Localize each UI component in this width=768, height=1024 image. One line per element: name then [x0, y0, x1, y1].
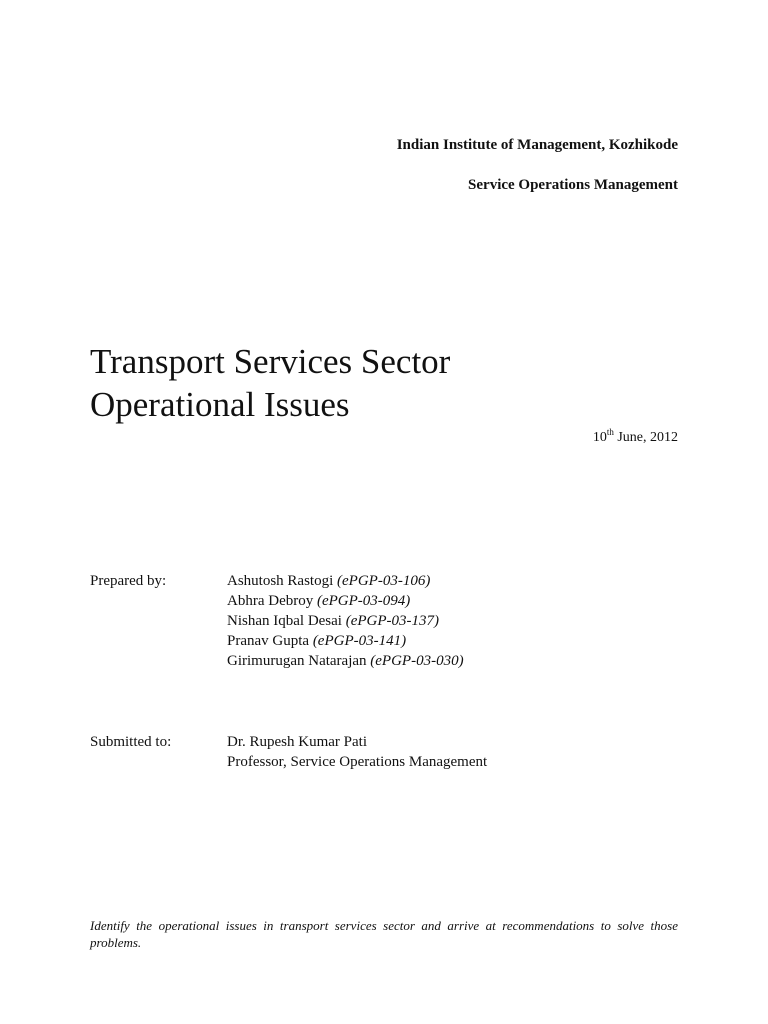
member-name: Girimurugan Natarajan — [227, 653, 371, 669]
member-item — [227, 591, 464, 611]
submitted-to-label: Submitted to: — [90, 734, 172, 750]
title-line-2: Operational Issues — [90, 385, 350, 424]
institute-name: Indian Institute of Management, Kozhikode — [396, 137, 678, 153]
member-roll-number: (ePGP-03-094) — [316, 593, 411, 609]
recipient-details — [227, 732, 487, 772]
member-roll-number: (ePGP-03-106) — [337, 573, 431, 589]
member-name: Pranav Gupta — [227, 633, 313, 649]
date-day: 10 — [592, 430, 607, 445]
member-name: Nishan Iqbal Desai — [227, 613, 346, 629]
member-roll-number: (ePGP-03-137) — [345, 613, 440, 629]
member-roll-number: (ePGP-03-141) — [312, 633, 407, 649]
date-rest: June, 2012 — [613, 430, 678, 445]
member-name: Abhra Debroy — [227, 593, 317, 609]
member-list — [227, 571, 464, 671]
member-name: Ashutosh Rastogi — [227, 573, 338, 589]
recipient-designation: Professor, Service Operations Management — [227, 754, 488, 770]
member-item — [227, 631, 464, 651]
document-title — [90, 340, 450, 426]
date-suffix: th — [606, 427, 614, 437]
member-item — [227, 571, 464, 591]
member-roll-number: (ePGP-03-030) — [370, 653, 464, 669]
title-line-1: Transport Services Sector — [90, 342, 451, 381]
objective-statement: Identify the operational issues in transport services sector and arrive at recommendations to solve those problems. — [90, 918, 678, 950]
course-name: Service Operations Management — [468, 177, 678, 193]
prepared-by-label: Prepared by: — [90, 573, 167, 589]
member-item — [227, 651, 464, 671]
recipient-name: Dr. Rupesh Kumar Pati — [227, 734, 367, 750]
member-item — [227, 611, 464, 631]
document-date — [592, 427, 678, 446]
